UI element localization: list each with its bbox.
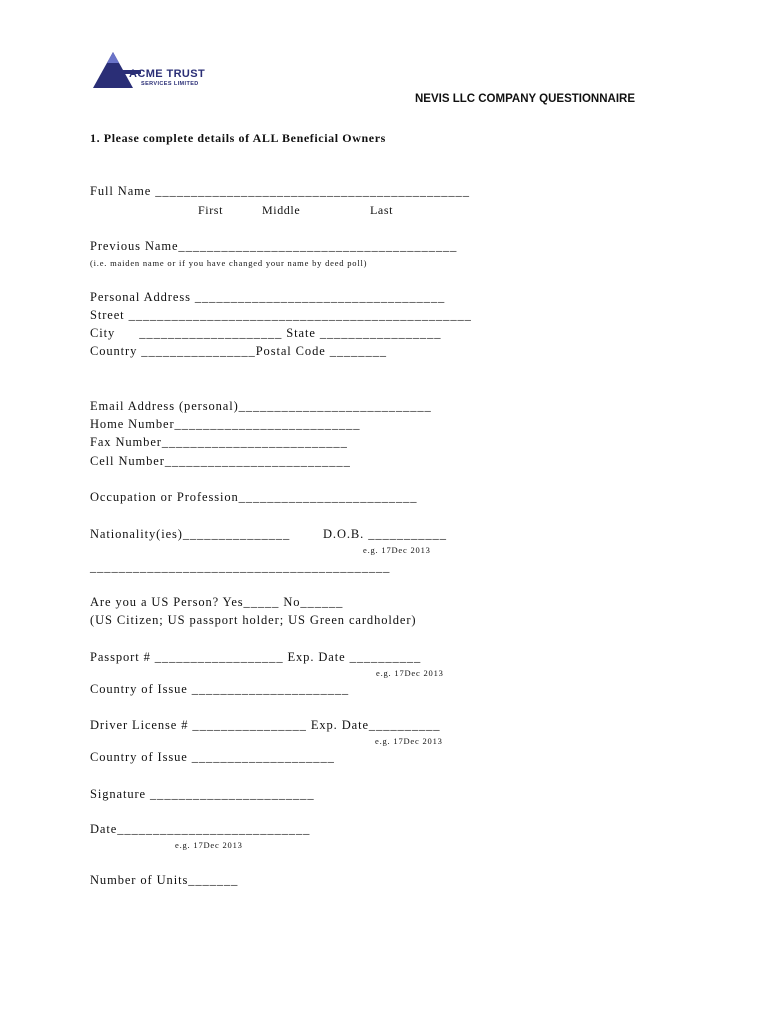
city-state-field[interactable]: City ____________________ State _________________ <box>90 326 442 340</box>
cell-number-field[interactable]: Cell Number__________________________ <box>90 454 351 468</box>
date-example: e.g. 17Dec 2013 <box>175 840 243 850</box>
passport-field[interactable]: Passport # __________________ Exp. Date __________ <box>90 650 422 664</box>
first-label: First <box>198 203 224 217</box>
date-field[interactable]: Date___________________________ <box>90 822 311 836</box>
occupation-field[interactable]: Occupation or Profession_________________________ <box>90 490 418 504</box>
us-person-question[interactable]: Are you a US Person? Yes_____ No______ <box>90 595 344 609</box>
passport-country-field[interactable]: Country of Issue ______________________ <box>90 682 350 696</box>
logo-subtitle: SERVICES LIMITED <box>141 81 199 87</box>
dob-field[interactable]: D.O.B. ___________ <box>323 527 447 541</box>
dob-example: e.g. 17Dec 2013 <box>363 545 431 555</box>
full-name-field[interactable]: Full Name ____________________________________________ <box>90 184 470 198</box>
personal-address-field[interactable]: Personal Address ___________________________________ <box>90 290 446 304</box>
section-heading: 1. Please complete details of ALL Beneficial Owners <box>90 131 386 145</box>
logo-name: ACME TRUST <box>129 68 206 80</box>
email-field[interactable]: Email Address (personal)___________________________ <box>90 399 432 413</box>
last-label: Last <box>370 203 394 217</box>
street-field[interactable]: Street ________________________________________________ <box>90 308 472 322</box>
middle-label: Middle <box>262 203 301 217</box>
passport-exp-example: e.g. 17Dec 2013 <box>376 668 444 678</box>
driver-exp-example: e.g. 17Dec 2013 <box>375 736 443 746</box>
driver-country-field[interactable]: Country of Issue ____________________ <box>90 750 335 764</box>
fax-number-field[interactable]: Fax Number__________________________ <box>90 435 348 449</box>
nationality-field[interactable]: Nationality(ies)_______________ <box>90 527 291 541</box>
country-postal-field[interactable]: Country ________________Postal Code ________ <box>90 344 387 358</box>
signature-field[interactable]: Signature _______________________ <box>90 787 315 801</box>
previous-name-field[interactable]: Previous Name_______________________________________ <box>90 239 458 253</box>
document-title: NEVIS LLC COMPANY QUESTIONNAIRE <box>415 93 636 105</box>
company-logo <box>93 50 233 92</box>
us-person-note: (US Citizen; US passport holder; US Green cardholder) <box>90 613 417 627</box>
nationality-continuation-line[interactable]: __________________________________________ <box>90 560 391 574</box>
number-of-units-field[interactable]: Number of Units_______ <box>90 873 239 887</box>
home-number-field[interactable]: Home Number__________________________ <box>90 417 361 431</box>
previous-name-note: (i.e. maiden name or if you have changed your name by deed poll) <box>90 258 368 268</box>
driver-license-field[interactable]: Driver License # ________________ Exp. Date__________ <box>90 718 441 732</box>
